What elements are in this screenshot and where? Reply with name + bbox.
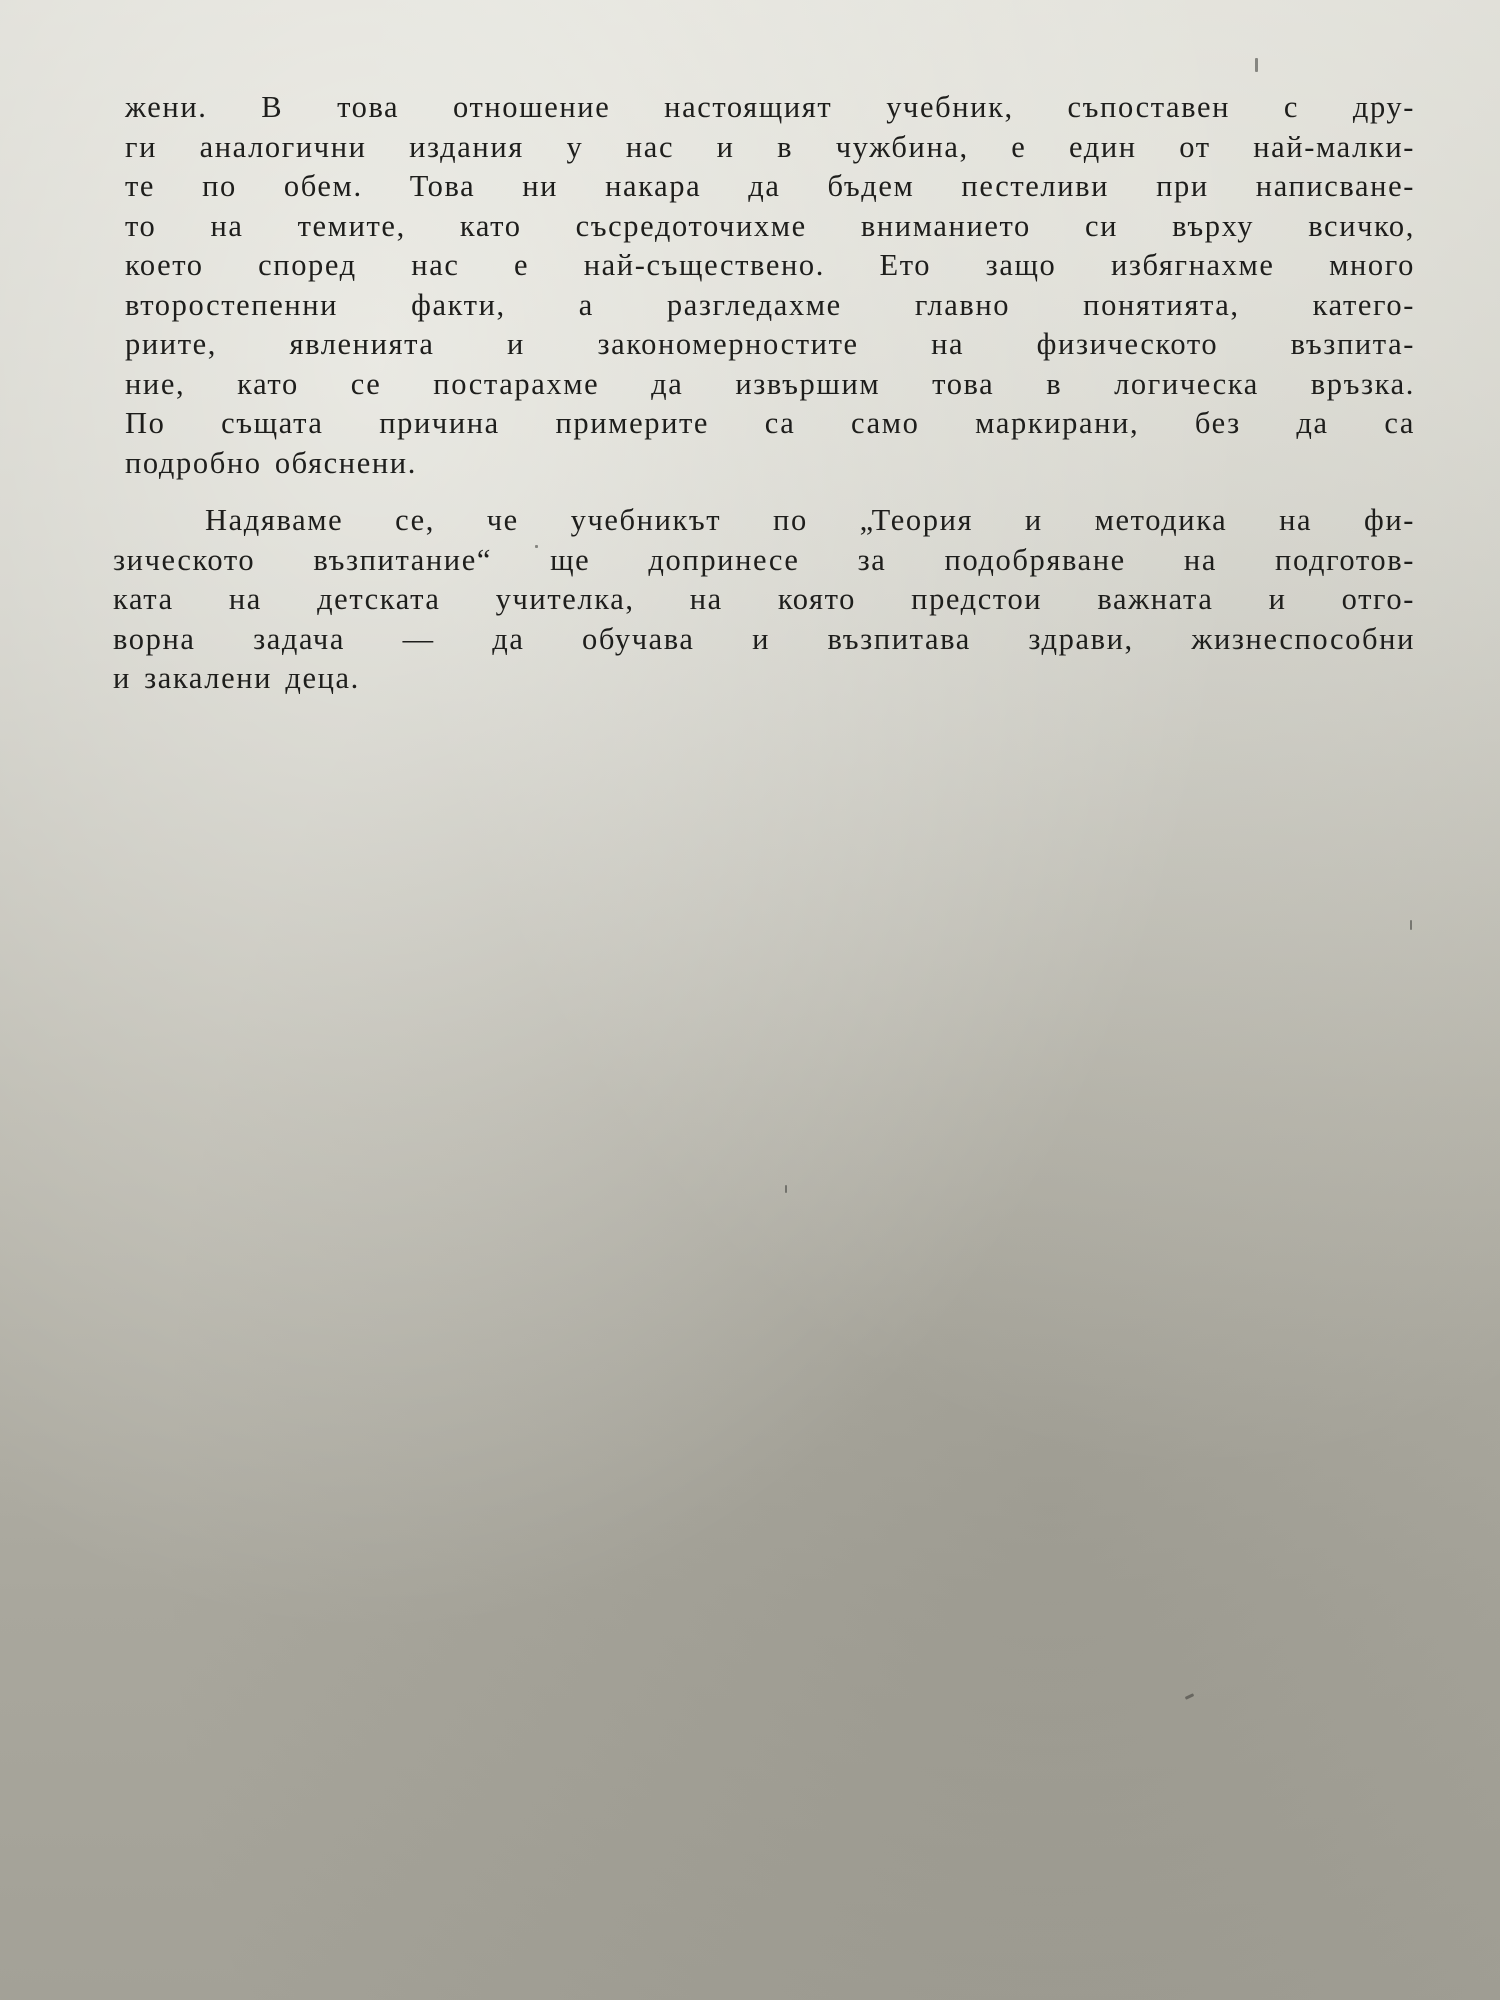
- paper-speck: [1185, 1693, 1194, 1700]
- paper-speck: [785, 1185, 787, 1193]
- paper-speck: [1255, 58, 1258, 72]
- text-line: и закалени деца.: [113, 661, 360, 695]
- text-line: второстепенни факти, а разгледахме главно понятията, катего-: [125, 287, 1415, 322]
- paragraph-2: [113, 501, 1415, 699]
- text-line: По същата причина примерите са само маркирани, без да са: [125, 406, 1415, 440]
- text-line: подробно обяснени.: [125, 445, 417, 480]
- paragraph-1: [125, 88, 1415, 483]
- text-line: ворна задача — да обучава и възпитава здрави, жизнеспособни: [113, 621, 1415, 656]
- text-line: те по обем. Това ни накара да бъдем пестеливи при написване-: [125, 169, 1415, 203]
- text-line: ги аналогични издания у нас и в чужбина, е един от най-малки-: [125, 129, 1415, 164]
- body-text: [113, 88, 1415, 699]
- paper-speck: [1410, 920, 1412, 930]
- text-line: Надяваме се, че учебникът по „Теория и методика на фи-: [205, 503, 1415, 537]
- text-line: ние, като се постарахме да извършим това в логическа връзка.: [125, 366, 1415, 401]
- text-line: жени. В това отношение настоящият учебник, съпоставен с дру-: [125, 90, 1415, 124]
- text-line: което според нас е най-съществено. Ето защо избягнахме много: [125, 248, 1415, 282]
- text-line: то на темите, като съсредоточихме вниманието си върху всичко,: [125, 208, 1415, 243]
- text-line: риите, явленията и закономерностите на физическото възпита-: [125, 327, 1415, 361]
- text-line: ката на детската учителка, на която предстои важната и отго-: [113, 582, 1415, 616]
- text-line: зическото възпитание“ ще допринесе за подобряване на подготов-: [113, 542, 1415, 577]
